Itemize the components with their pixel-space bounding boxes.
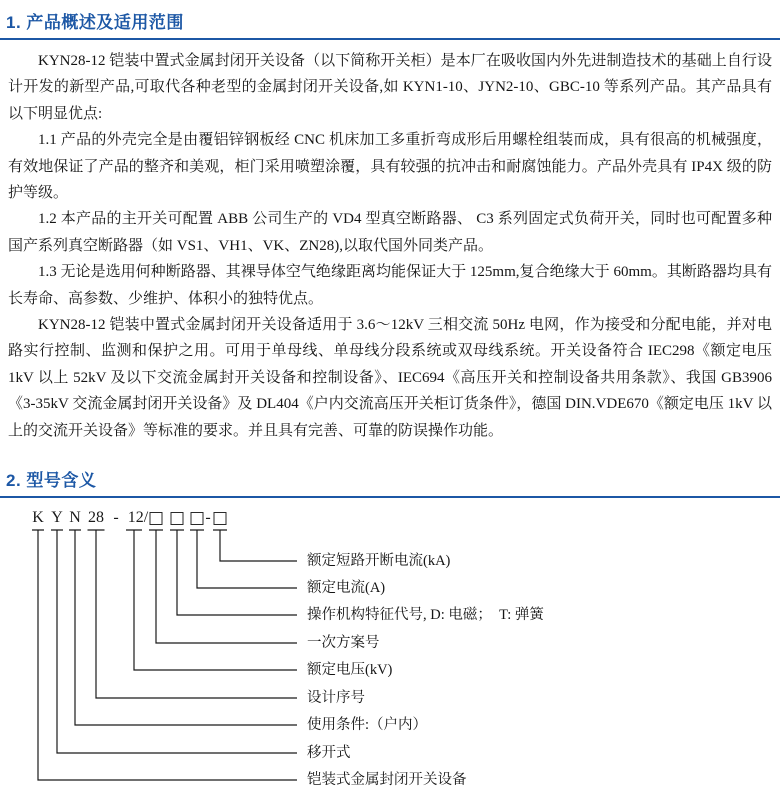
model-code-part: K [32, 509, 44, 527]
model-code-part: - [113, 509, 119, 527]
model-meaning-label: 铠装式金属封闭开关设备 [307, 772, 467, 789]
model-code-part: - [205, 509, 211, 527]
section2-heading: 2. 型号含义 [6, 471, 97, 491]
section1-heading: 1. 产品概述及适用范围 [6, 13, 184, 32]
model-meaning-label: 移开式 [307, 745, 351, 762]
section1-body [0, 40, 780, 444]
model-meaning-label: 一次方案号 [307, 635, 380, 652]
section2-rule [0, 496, 780, 498]
model-designation-diagram [0, 508, 780, 800]
model-code-part: Y [51, 509, 63, 527]
model-meaning-label: 设计序号 [307, 690, 365, 707]
diagram-connector-lines [0, 508, 780, 800]
model-meaning-label: 额定电流(A) [307, 580, 386, 597]
paragraph-item-1-2: 1.2 本产品的主开关可配置 ABB 公司生产的 VD4 型真空断路器、 C3 系列固定式负荷开关，同时也可配置多种国产系列真空断路器（如 VS1、VH1、VK、ZN28),以取代国外同类产品。 [8, 211, 772, 254]
model-meaning-label: 额定电压(kV) [307, 662, 393, 679]
model-code-part: N [69, 509, 81, 527]
paragraph-intro: KYN28-12 铠装中置式金属封闭开关设备（以下简称开关柜）是本厂在吸收国内外先进制造技术的基础上自行设计开发的新型产品,可取代各种老型的金属封闭开关设备,如 KYN1-10、JYN2-10、GBC-10 等系列产品。其产品具有以下明显优点: [8, 53, 772, 122]
paragraph-standards: KYN28-12 铠装中置式金属封闭开关设备适用于 3.6～12kV 三相交流 50Hz 电网，作为接受和分配电能，并对电路实行控制、监测和保护之用。可用于单母线、单母线分段系统或双母线系统。开关设备符合 IEC298《额定电压 1kV 以上 52kV 及以下交流金属封开关设备和控制设备》、IEC694《高压开关和控制设备共用条款》、我国 GB3906《3-35kV 交流金属封闭开关设备》及 DL404《户内交流高压开关柜订货条件》，德国 DIN.VDE670《额定电压 1kV 以上的交流开关设备》等标准的要求。并且具有完善、可靠的防误操作功能。 [8, 317, 772, 439]
paragraph-item-1-3: 1.3 无论是选用何种断路器、其裸导体空气绝缘距离均能保证大于 125mm,复合绝缘大于 60mm。其断路器均具有长寿命、高参数、少维护、体积小的独特优点。 [8, 264, 772, 307]
model-code-part: 12/ [127, 509, 149, 527]
model-meaning-label: 使用条件:（户内） [307, 717, 428, 734]
model-meaning-label: 操作机构特征代号, D: 电磁； T: 弹簧 [307, 607, 544, 624]
paragraph-item-1-1: 1.1 产品的外壳完全是由覆铝锌钢板经 CNC 机床加工多重折弯成形后用螺栓组装而成，具有很高的机械强度，有效地保证了产品的整齐和美观，柜门采用喷塑涂覆，具有较强的抗冲击和耐腐蚀能力。产品外壳具有 IP4X 级的防护等级。 [8, 132, 772, 202]
model-code-part: 28 [88, 509, 104, 527]
model-meaning-label: 额定短路开断电流(kA) [307, 553, 451, 570]
